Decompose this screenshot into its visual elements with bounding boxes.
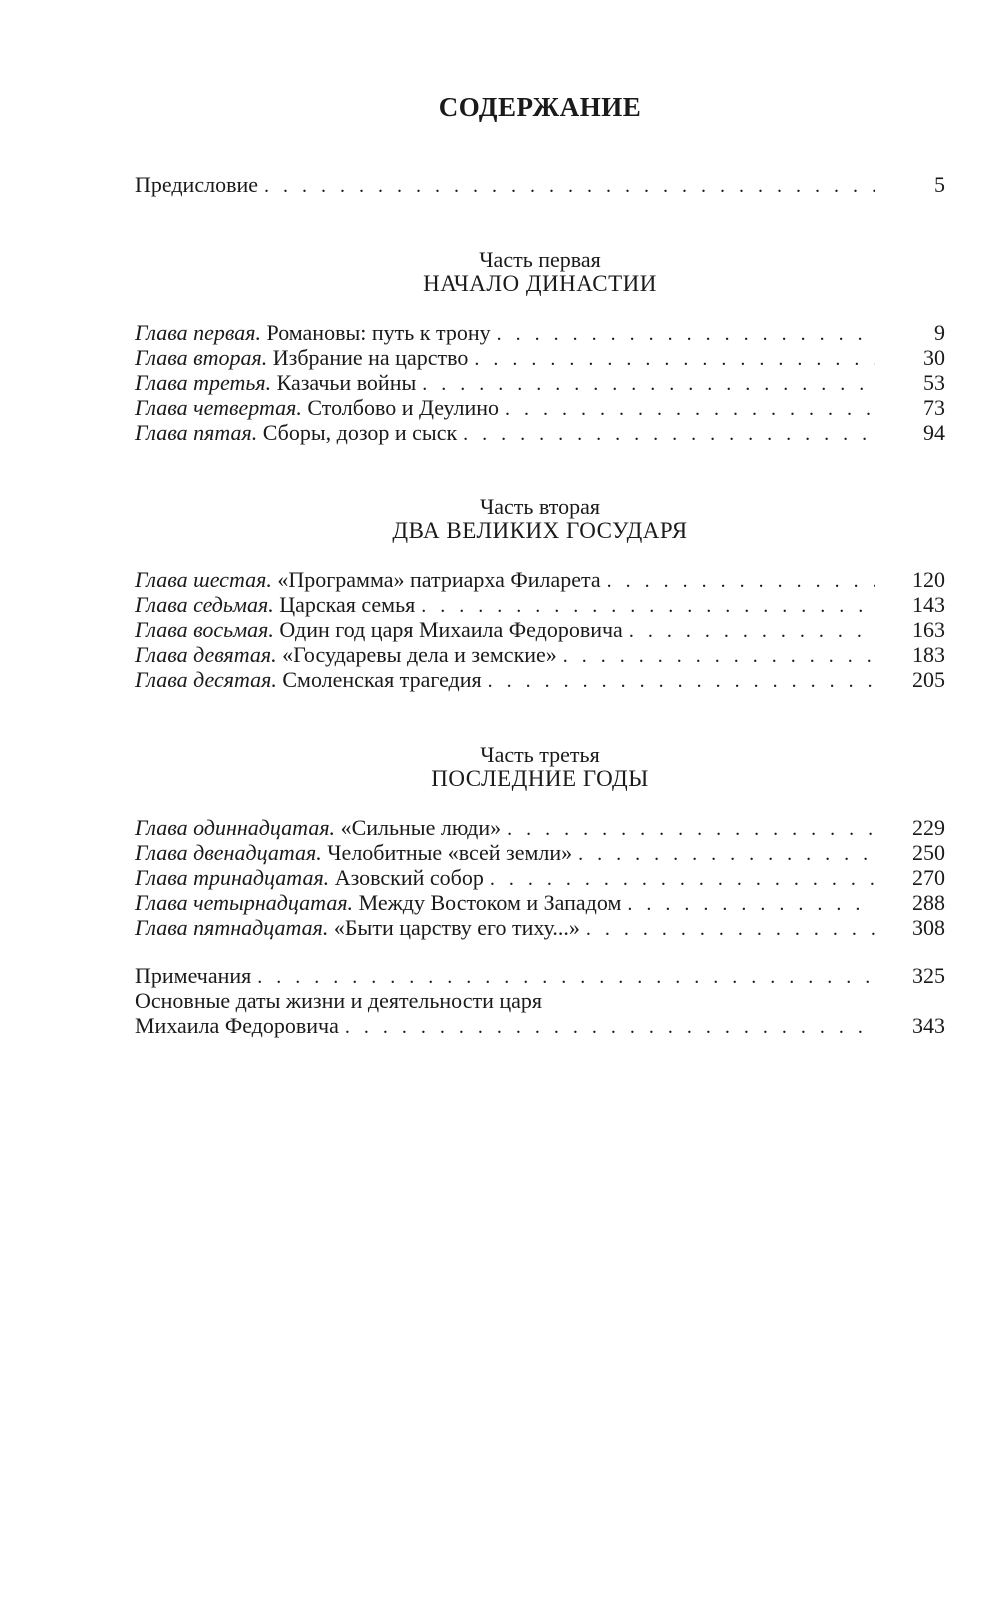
- part-subtitle: Часть первая: [479, 247, 601, 272]
- page-title: СОДЕРЖАНИЕ: [438, 92, 642, 122]
- leader-dots: [474, 346, 875, 372]
- chapter-title: Избрание на царство: [272, 345, 469, 370]
- part-title: НАЧАЛО ДИНАСТИИ: [423, 271, 657, 296]
- page-number: 288: [912, 890, 945, 915]
- page-number: 270: [912, 865, 945, 890]
- chapter-title: Казачьи войны: [276, 370, 417, 395]
- toc-entry-chapter[interactable]: [135, 890, 945, 916]
- chapter-title: Сборы, дозор и сыск: [262, 420, 458, 445]
- leader-dots: [488, 668, 875, 694]
- chapter-title: Челобитные «всей земли»: [327, 840, 573, 865]
- chapter-title: «Программа» патриарха Филарета: [277, 567, 601, 592]
- toc-entry-chapter[interactable]: [135, 420, 945, 446]
- page-number: 9: [934, 320, 945, 345]
- part-subtitle: Часть третья: [480, 742, 600, 767]
- toc-entry-dates[interactable]: [135, 1013, 945, 1039]
- leader-dots: [607, 568, 875, 594]
- page-number: 143: [912, 592, 945, 617]
- leader-dots: [505, 396, 875, 422]
- toc-entry-chapter[interactable]: [135, 667, 945, 693]
- chapter-prefix: Глава четырнадцатая.: [135, 890, 354, 915]
- chapter-prefix: Глава пятнадцатая.: [135, 915, 329, 940]
- leader-dots: [264, 173, 875, 199]
- page-number: 343: [912, 1013, 945, 1038]
- chapter-prefix: Глава первая.: [135, 320, 261, 345]
- page-number: 308: [912, 915, 945, 940]
- chapter-prefix: Глава девятая.: [135, 642, 277, 667]
- chapter-prefix: Глава вторая.: [135, 345, 268, 370]
- toc-entry-chapter[interactable]: [135, 370, 945, 396]
- chapter-title: Царская семья: [279, 592, 416, 617]
- chapter-title: Романовы: путь к трону: [266, 320, 491, 345]
- chapter-title: Между Востоком и Западом: [358, 890, 622, 915]
- leader-dots: [422, 371, 875, 397]
- leader-dots: [421, 593, 875, 619]
- page-number: 53: [923, 370, 945, 395]
- toc-page: [135, 0, 945, 1608]
- chapter-title: «Сильные люди»: [340, 815, 502, 840]
- chapter-title: Азовский собор: [334, 865, 484, 890]
- toc-entry-chapter[interactable]: [135, 345, 945, 371]
- toc-entry-chapter[interactable]: [135, 840, 945, 866]
- leader-dots: [497, 321, 875, 347]
- leader-dots: [627, 891, 875, 917]
- toc-entry-dates-line1[interactable]: Основные даты жизни и деятельности царя: [135, 988, 542, 1013]
- leader-dots: [507, 816, 875, 842]
- page-number: 183: [912, 642, 945, 667]
- page-number: 163: [912, 617, 945, 642]
- chapter-prefix: Глава шестая.: [135, 567, 272, 592]
- page-number: 5: [934, 172, 945, 197]
- toc-entry-chapter[interactable]: [135, 567, 945, 593]
- chapter-prefix: Глава пятая.: [135, 420, 258, 445]
- chapter-title: «Государевы дела и земские»: [282, 642, 557, 667]
- toc-entry-chapter[interactable]: [135, 815, 945, 841]
- page-number: 30: [923, 345, 945, 370]
- entry-label: Предисловие: [135, 172, 264, 198]
- leader-dots: [586, 916, 875, 942]
- chapter-title: Столбово и Деулино: [307, 395, 500, 420]
- entry-label: Михаила Федоровича: [135, 1013, 345, 1039]
- page-number: 120: [912, 567, 945, 592]
- chapter-prefix: Глава третья.: [135, 370, 272, 395]
- leader-dots: [578, 841, 875, 867]
- chapter-title: Смоленская трагедия: [282, 667, 482, 692]
- toc-entry-chapter[interactable]: [135, 865, 945, 891]
- toc-entry-preface[interactable]: [135, 172, 945, 198]
- leader-dots: [490, 866, 875, 892]
- leader-dots: [345, 1014, 875, 1040]
- page-number: 73: [923, 395, 945, 420]
- chapter-prefix: Глава тринадцатая.: [135, 865, 330, 890]
- chapter-title: Один год царя Михаила Федоровича: [279, 617, 623, 642]
- part-subtitle: Часть вторая: [479, 494, 601, 519]
- chapter-prefix: Глава одиннадцатая.: [135, 815, 336, 840]
- toc-entry-chapter[interactable]: [135, 320, 945, 346]
- page-number: 250: [912, 840, 945, 865]
- chapter-prefix: Глава восьмая.: [135, 617, 274, 642]
- leader-dots: [563, 643, 875, 669]
- entry-label: Примечания: [135, 963, 257, 989]
- chapter-prefix: Глава четвертая.: [135, 395, 302, 420]
- page-number: 205: [912, 667, 945, 692]
- page-number: 325: [912, 963, 945, 988]
- toc-entry-chapter[interactable]: [135, 592, 945, 618]
- toc-entry-notes[interactable]: [135, 963, 945, 989]
- chapter-prefix: Глава десятая.: [135, 667, 277, 692]
- leader-dots: [629, 618, 875, 644]
- leader-dots: [463, 421, 875, 447]
- page-number: 229: [912, 815, 945, 840]
- chapter-prefix: Глава седьмая.: [135, 592, 274, 617]
- toc-entry-chapter[interactable]: [135, 617, 945, 643]
- page-number: 94: [923, 420, 945, 445]
- leader-dots: [257, 964, 875, 990]
- part-title: ПОСЛЕДНИЕ ГОДЫ: [431, 766, 649, 791]
- toc-entry-chapter[interactable]: [135, 395, 945, 421]
- toc-entry-chapter[interactable]: [135, 915, 945, 941]
- toc-entry-chapter[interactable]: [135, 642, 945, 668]
- part-title: ДВА ВЕЛИКИХ ГОСУДАРЯ: [392, 518, 688, 543]
- chapter-title: «Быти царству его тиху...»: [333, 915, 580, 940]
- chapter-prefix: Глава двенадцатая.: [135, 840, 322, 865]
